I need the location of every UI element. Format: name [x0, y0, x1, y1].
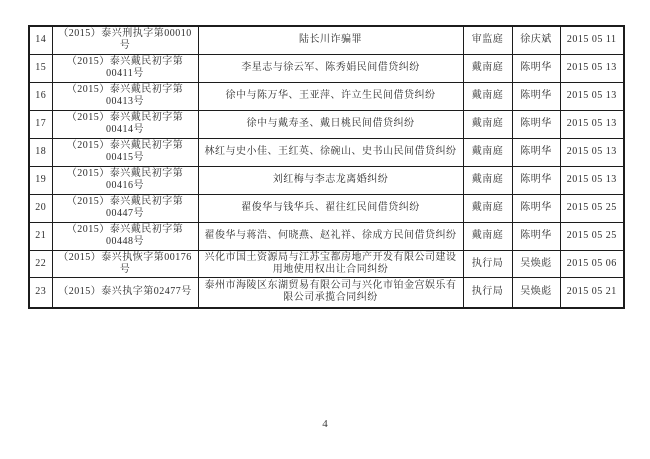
date-cell: 2015 05 25: [560, 222, 624, 250]
department-cell: 戴南庭: [463, 138, 512, 166]
row-number-cell: 23: [29, 277, 52, 308]
date-cell: 2015 05 21: [560, 277, 624, 308]
table-row: [29, 166, 624, 194]
case-title-cell: 泰州市海陵区东湖贸易有限公司与兴化市铂金宫娱乐有限公司承揽合同纠纷: [198, 277, 463, 308]
case-title-cell: 李星志与徐云军、陈秀娟民间借贷纠纷: [198, 54, 463, 82]
case-number-cell: （2015）泰兴戴民初字第00416号: [52, 166, 198, 194]
row-number-cell: 20: [29, 194, 52, 222]
row-number-cell: 21: [29, 222, 52, 250]
department-cell: 执行局: [463, 277, 512, 308]
row-number-cell: 18: [29, 138, 52, 166]
date-cell: 2015 05 13: [560, 166, 624, 194]
judge-cell: 吴焕彪: [512, 250, 560, 277]
table-row: [29, 222, 624, 250]
department-cell: 审监庭: [463, 26, 512, 54]
table-row: [29, 110, 624, 138]
case-number-cell: （2015）泰兴戴民初字第00415号: [52, 138, 198, 166]
date-cell: 2015 05 13: [560, 110, 624, 138]
judge-cell: 徐庆斌: [512, 26, 560, 54]
case-title-cell: 陆长川诈骗罪: [198, 26, 463, 54]
case-number-cell: （2015）泰兴戴民初字第00413号: [52, 82, 198, 110]
judge-cell: 陈明华: [512, 222, 560, 250]
case-number-cell: （2015）泰兴戴民初字第00447号: [52, 194, 198, 222]
case-title-cell: 徐中与陈万华、王亚萍、许立生民间借贷纠纷: [198, 82, 463, 110]
row-number-cell: 15: [29, 54, 52, 82]
date-cell: 2015 05 13: [560, 138, 624, 166]
case-number-cell: （2015）泰兴戴民初字第00411号: [52, 54, 198, 82]
case-number-cell: （2015）泰兴戴民初字第00414号: [52, 110, 198, 138]
case-number-cell: （2015）泰兴执字第02477号: [52, 277, 198, 308]
row-number-cell: 16: [29, 82, 52, 110]
department-cell: 执行局: [463, 250, 512, 277]
date-cell: 2015 05 13: [560, 82, 624, 110]
table-row: [29, 277, 624, 308]
case-title-cell: 兴化市国土资源局与江苏宝都房地产开发有限公司建设用地使用权出让合同纠纷: [198, 250, 463, 277]
case-number-cell: （2015）泰兴刑执字第00010号: [52, 26, 198, 54]
table-row: [29, 54, 624, 82]
date-cell: 2015 05 25: [560, 194, 624, 222]
department-cell: 戴南庭: [463, 166, 512, 194]
case-title-cell: 翟俊华与钱华兵、翟往红民间借贷纠纷: [198, 194, 463, 222]
row-number-cell: 19: [29, 166, 52, 194]
row-number-cell: 22: [29, 250, 52, 277]
row-number-cell: 14: [29, 26, 52, 54]
case-number-cell: （2015）泰兴戴民初字第00448号: [52, 222, 198, 250]
judge-cell: 陈明华: [512, 110, 560, 138]
case-title-cell: 翟俊华与蒋浩、何晓燕、赵礼祥、徐成方民间借贷纠纷: [198, 222, 463, 250]
department-cell: 戴南庭: [463, 222, 512, 250]
table-row: [29, 26, 624, 54]
date-cell: 2015 05 06: [560, 250, 624, 277]
department-cell: 戴南庭: [463, 194, 512, 222]
date-cell: 2015 05 13: [560, 54, 624, 82]
table-row: [29, 82, 624, 110]
judge-cell: 陈明华: [512, 82, 560, 110]
table-row: [29, 194, 624, 222]
judge-cell: 吴焕彪: [512, 277, 560, 308]
case-title-cell: 林红与史小佳、王红英、徐碗山、史书山民间借贷纠纷: [198, 138, 463, 166]
table-row: [29, 250, 624, 277]
case-title-cell: 徐中与戴寿圣、戴日桃民间借贷纠纷: [198, 110, 463, 138]
department-cell: 戴南庭: [463, 54, 512, 82]
judge-cell: 陈明华: [512, 166, 560, 194]
case-title-cell: 刘红梅与李志龙离婚纠纷: [198, 166, 463, 194]
table-row: [29, 138, 624, 166]
judge-cell: 陈明华: [512, 194, 560, 222]
department-cell: 戴南庭: [463, 82, 512, 110]
department-cell: 戴南庭: [463, 110, 512, 138]
judge-cell: 陈明华: [512, 138, 560, 166]
date-cell: 2015 05 11: [560, 26, 624, 54]
judge-cell: 陈明华: [512, 54, 560, 82]
page-number: 4: [322, 418, 328, 430]
row-number-cell: 17: [29, 110, 52, 138]
court-case-table: [28, 25, 625, 309]
case-number-cell: （2015）泰兴执恢字第00176号: [52, 250, 198, 277]
